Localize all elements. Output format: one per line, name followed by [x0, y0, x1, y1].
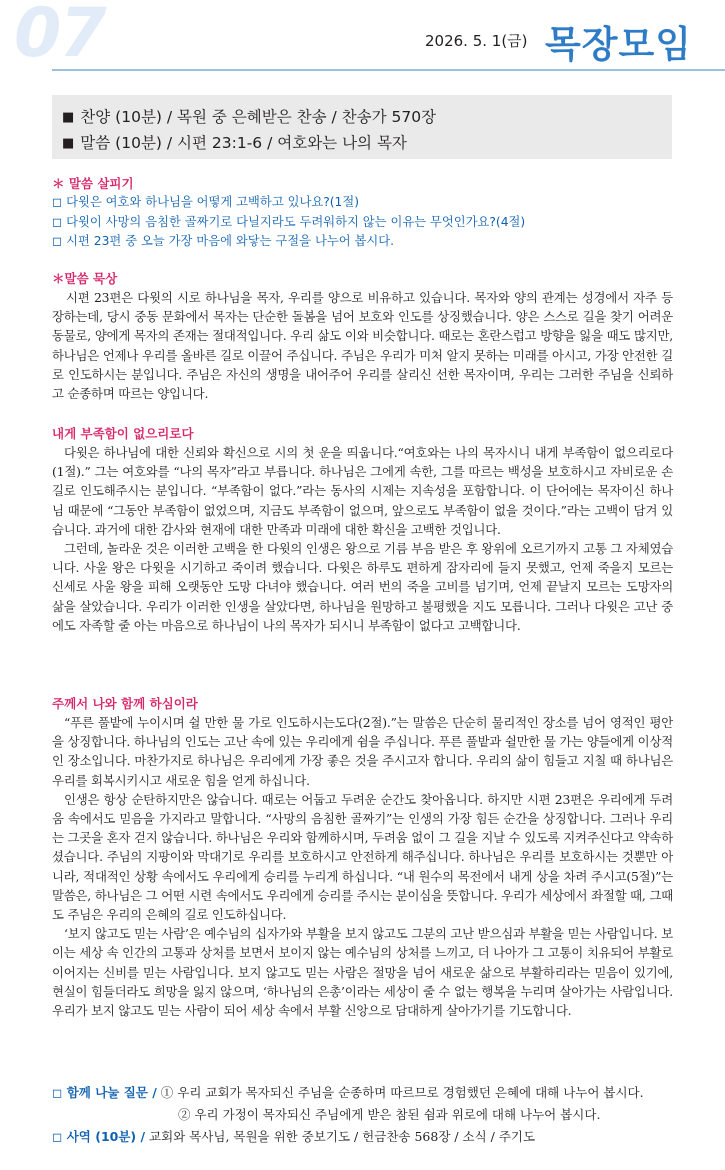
meditation-section [52, 269, 673, 403]
sharing-questions [52, 1083, 644, 1102]
sharing-question-1: ① 우리 교회가 목자되신 주님을 순종하며 따르므로 경험했던 은혜에 대해 나누어 봅시다. [160, 1085, 644, 1100]
ministry-row [52, 1127, 535, 1146]
body-paragraph: 인생은 항상 순탄하지만은 않습니다. 때로는 어둡고 두려운 순간도 찾아옵니다. 하지만 시편 23편은 우리에게 두려움 속에서도 믿음을 가지라고 말합니다. “사망의 음침한 골짜기”는 인생의 가장 힘든 순간을 상징합니다. 그러나 우리는 그곳을 혼자 걷지 않습니다. 하나님은 우리와 함께하시며, 두려움 없이 그 길을 지날 수 있도록 지켜주신다고 약속하셨습니다. 주님의 지팡이와 막대기로 우리를 보호하시고 안전하게 해주십니다. 하나님은 우리를 보호하시는 것뿐만 아니라, 적대적인 상황 속에서도 우리에게 승리를 누리게 하십니다. “내 원수의 목전에서 내게 상을 차려 주시고(5절)”는 말씀은, 하나님은 그 어떤 시련 속에서도 우리에게 승리를 주시는 분이심을 뜻합니다. 우리가 세상에서 좌절할 때, 그때도 주님은 우리의 은혜의 길로 인도하십니다. [52, 791, 673, 923]
section-with-me [52, 694, 673, 1020]
date: 2026. 5. 1(금) [425, 32, 528, 50]
ministry-text: 교회와 목사님, 목원을 위한 중보기도 / 헌금찬송 568장 / 소식 / 주기도 [149, 1129, 536, 1144]
observe-question: ◻ 다윗은 여호와 하나님을 어떻게 고백하고 있나요?(1절) [52, 195, 360, 209]
section-heading: 주께서 나와 함께 하심이라 [52, 696, 198, 711]
praise-text: 찬양 (10분) / 목원 중 은혜받은 찬송 / 찬송가 570장 [80, 108, 437, 126]
section-heading: 내게 부족함이 없으리로다 [52, 426, 194, 441]
header-divider [52, 69, 725, 71]
meditation-paragraph: 시편 23편은 다윗의 시로 하나님을 목자, 우리를 양으로 비유하고 있습니다. 목자와 양의 관계는 성경에서 자주 등장하는데, 당시 중동 문화에서 목자는 단순한 돌봄을 넘어 보호와 인도를 상징했습니다. 양은 스스로 길을 찾기 어려운 동물로, 양에게 목자의 존재는 절대적입니다. 우리 삶도 이와 비슷합니다. 때로는 혼란스럽고 방향을 잃을 때도 많지만, 하나님은 언제나 우리를 올바른 길로 이끌어 주십니다. 주님은 우리가 미처 알지 못하는 미래를 아시고, 가장 안전한 길로 인도하시는 분입니다. 주님은 자신의 생명을 내어주어 우리를 살리신 선한 목자이며, 우리는 그러한 주님을 신뢰하고 순종하며 따르는 양입니다. [52, 290, 673, 402]
body-paragraph: ‘보지 않고도 믿는 사람’은 예수님의 십자가와 부활을 보지 않고도 그분의 고난 받으심과 부활을 믿는 사람입니다. 보이는 세상 속 인간의 고통과 상처를 보면서 보이지 않는 예수님의 상처를 느끼고, 더 나아가 그 고통이 치유되어 부활로 이어지는 신비를 믿는 사람입니다. 보지 않고도 믿는 사람은 절망을 넘어 새로운 삶으로 부활하리라는 믿음이 있기에, 현실이 힘들더라도 희망을 잃지 않으며, ‘하나님의 은총’이라는 세상이 줄 수 없는 행복을 누리며 살아가는 사람입니다. 우리가 보지 않고도 믿는 사람이 되어 세상 속에서 부활 신앙으로 담대하게 살아가기를 기도합니다. [52, 926, 673, 1019]
section-no-lack [52, 424, 673, 635]
body-paragraph: “푸른 풀밭에 누이시며 쉴 만한 물 가로 인도하시는도다(2절).”는 말씀은 단순히 물리적인 장소를 넘어 영적인 평안을 상징합니다. 하나님의 인도는 고난 속에 있는 우리에게 쉼을 주십니다. 푸른 풀밭과 쉴만한 물 가는 양들에게 이상적인 장소입니다. 마찬가지로 하나님은 우리에게 가장 좋은 것을 주시고자 합니다. 우리의 삶이 힘들고 지칠 때 하나님은 우리를 회복시키시고 새로운 힘을 얻게 하십니다. [52, 715, 673, 788]
page-title: 목장모임 [545, 23, 692, 66]
body-paragraph: 그런데, 놀라운 것은 이러한 고백을 한 다윗의 인생은 왕으로 기름 부음 받은 후 왕위에 오르기까지 고통 그 자체였습니다. 사울 왕은 다윗을 시기하고 죽이려 했습니다. 다윗은 하루도 편하게 잠자리에 들지 못했고, 언제 죽을지 모르는 신세로 사울 왕을 피해 오랫동안 도망 다녀야 했습니다. 여러 번의 죽을 고비를 넘기며, 언제 끝날지 모르는 도망자의 삶을 살았습니다. 우리가 이러한 인생을 살았다면, 하나님을 원망하고 불평했을 지도 모릅니다. 그러나 다윗은 고난 중에도 자족할 줄 아는 마음으로 하나님이 나의 목자가 되시니 부족함이 없다고 고백합니다. [52, 541, 673, 633]
sharing-label: ◻ 함께 나눌 질문 / [52, 1085, 157, 1100]
summary-box [52, 95, 672, 159]
square-bullet-icon: ■ [62, 136, 75, 151]
sharing-questions-2 [52, 1105, 600, 1124]
word-text: 말씀 (10분) / 시편 23:1-6 / 여호와는 나의 목자 [80, 134, 407, 152]
observe-question: ◻ 시편 23편 중 오늘 가장 마음에 와닿는 구절을 나누어 봅시다. [52, 234, 395, 248]
meditation-heading: ＊말씀 묵상 [52, 271, 118, 286]
praise-line [62, 105, 436, 127]
observe-question: ◻ 다윗이 사망의 음침한 골짜기로 다닐지라도 두려워하지 않는 이유는 무엇인가요?(4절) [52, 214, 526, 229]
sharing-question-2: ② 우리 가정이 목자되신 주님에게 받은 참된 쉼과 위로에 대해 나누어 봅시다. [177, 1107, 601, 1122]
word-line [62, 131, 407, 153]
observe-heading: ＊ 말씀 살피기 [52, 176, 134, 191]
square-bullet-icon: ■ [62, 110, 75, 125]
ministry-label: ◻ 사역 (10분) / [52, 1129, 146, 1144]
observe-section [52, 174, 673, 252]
body-paragraph: 다윗은 하나님에 대한 신뢰와 확신으로 시의 첫 운을 띄웁니다.“여호와는 나의 목자시니 내게 부족함이 없으리로다(1절).” 그는 여호와를 “나의 목자”라고 부릅니다. 하나님은 그에게 속한, 그를 따르는 백성을 보호하시고 자비로운 손길로 인도해주시는 분입니다. “부족함이 없다.”라는 동사의 시제는 지속성을 포함합니다. 이 단어에는 목자이신 하나님 때문에 “그동안 부족함이 없었으며, 지금도 부족함이 없으며, 앞으로도 부족함이 없을 것이다.”라는 고백이 담겨 있습니다. 과거에 대한 감사와 현재에 대한 만족과 미래에 대한 확신을 고백한 것입니다. [52, 445, 673, 537]
page-number: 07 [14, 0, 105, 73]
